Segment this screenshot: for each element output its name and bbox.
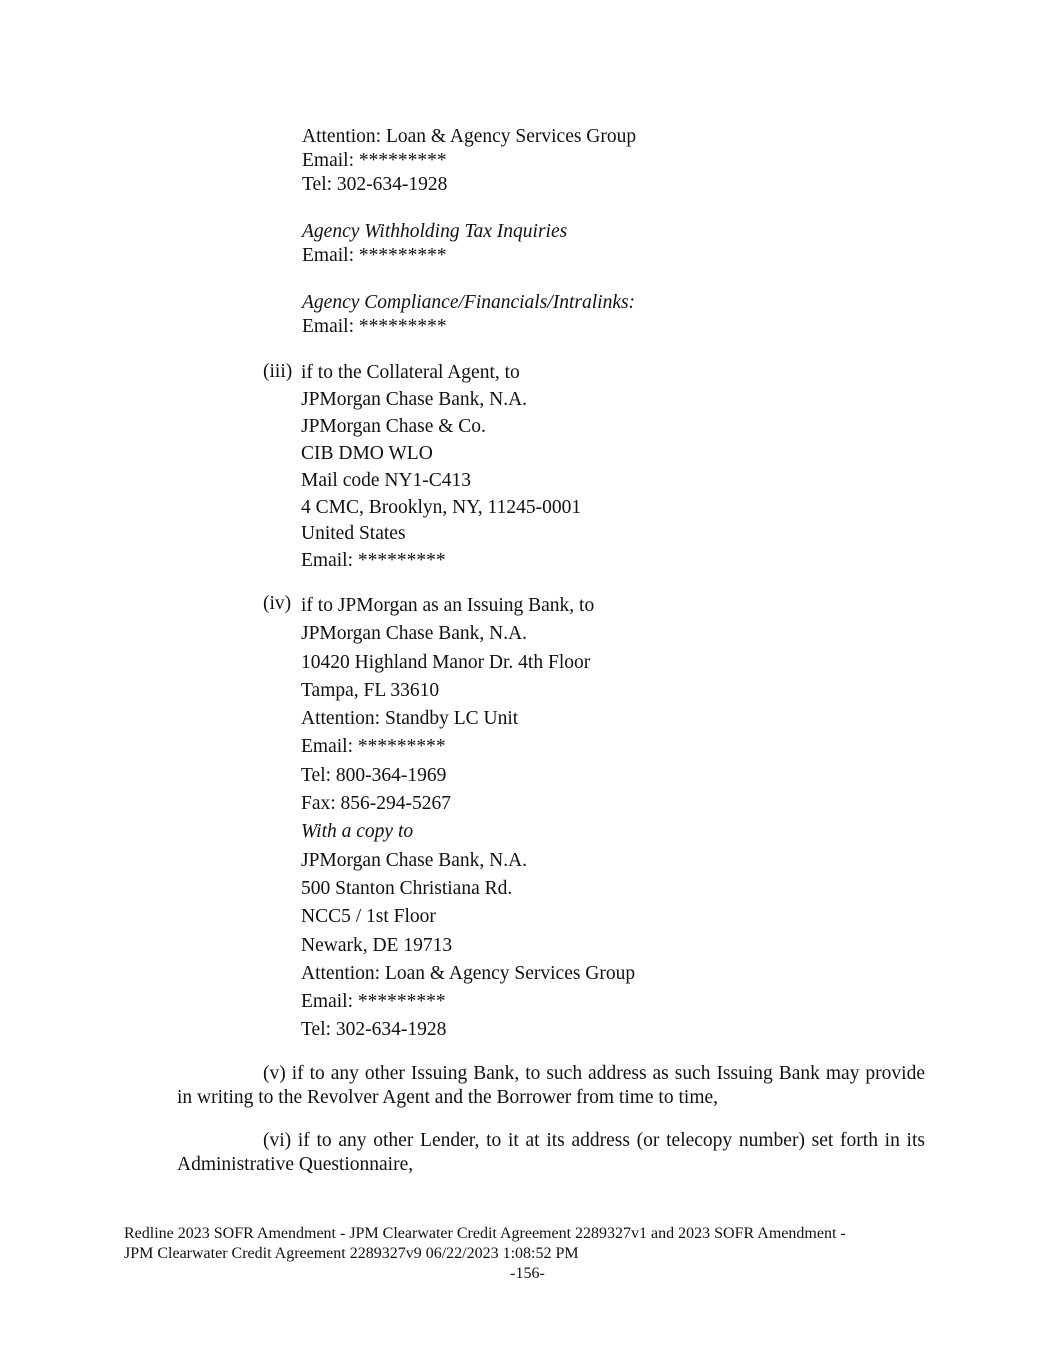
item-vi-paragraph: (vi) if to any other Lender, to it at its address (or telecopy number) set forth in its Administrative Questionnaire, xyxy=(177,1130,925,1175)
address-line: Email: ********* xyxy=(301,550,446,572)
item-iv-address xyxy=(301,592,635,1045)
copy-to-heading: With a copy to xyxy=(301,821,414,843)
address-line: Newark, DE 19713 xyxy=(301,934,453,956)
address-line: CIB DMO WLO xyxy=(301,442,433,464)
tel-line: Tel: 302-634-1928 xyxy=(302,174,448,195)
address-line: if to JPMorgan as an Issuing Bank, to xyxy=(301,595,595,616)
address-line: United States xyxy=(301,523,406,545)
item-iii-address xyxy=(301,360,581,575)
compliance-email: Email: ********* xyxy=(302,316,447,337)
footer-line-2: JPM Clearwater Credit Agreement 2289327v9 06/22/2023 1:08:52 PM xyxy=(124,1245,579,1262)
address-line: Attention: Standby LC Unit xyxy=(301,708,519,730)
withholding-email: Email: ********* xyxy=(302,245,447,266)
address-line: JPMorgan Chase Bank, N.A. xyxy=(301,849,528,871)
address-line: Tampa, FL 33610 xyxy=(301,679,440,701)
address-line: 500 Stanton Christiana Rd. xyxy=(301,877,513,899)
address-line: Tel: 800-364-1969 xyxy=(301,764,447,786)
item-iii-marker: (iii) xyxy=(263,361,293,382)
compliance-heading: Agency Compliance/Financials/Intralinks: xyxy=(302,292,636,313)
address-line: 10420 Highland Manor Dr. 4th Floor xyxy=(301,651,591,673)
address-line: JPMorgan Chase & Co. xyxy=(301,415,486,437)
item-v-paragraph: (v) if to any other Issuing Bank, to such address as such Issuing Bank may provide in writing to the Revolver Agent and the Borrower from time to time, xyxy=(177,1063,925,1108)
footer-line-1: Redline 2023 SOFR Amendment - JPM Clearwater Credit Agreement 2289327v1 and 2023 SOFR Amendment - xyxy=(124,1225,846,1242)
address-line: Email: ********* xyxy=(301,991,446,1013)
address-line: 4 CMC, Brooklyn, NY, 11245-0001 xyxy=(301,496,582,518)
address-line: Mail code NY1-C413 xyxy=(301,469,472,491)
address-line: JPMorgan Chase Bank, N.A. xyxy=(301,623,528,645)
address-line: Fax: 856-294-5267 xyxy=(301,793,452,815)
page-number: -156- xyxy=(510,1265,545,1282)
address-line: Email: ********* xyxy=(301,736,446,758)
address-line: Attention: Loan & Agency Services Group xyxy=(301,962,636,984)
address-line: JPMorgan Chase Bank, N.A. xyxy=(301,388,528,410)
email-line: Email: ********* xyxy=(302,150,447,171)
address-line: if to the Collateral Agent, to xyxy=(301,362,520,383)
address-line: NCC5 / 1st Floor xyxy=(301,906,436,928)
address-line: Tel: 302-634-1928 xyxy=(301,1019,447,1041)
withholding-heading: Agency Withholding Tax Inquiries xyxy=(302,221,568,242)
item-iv-marker: (iv) xyxy=(263,593,292,614)
attention-line: Attention: Loan & Agency Services Group xyxy=(302,126,637,147)
